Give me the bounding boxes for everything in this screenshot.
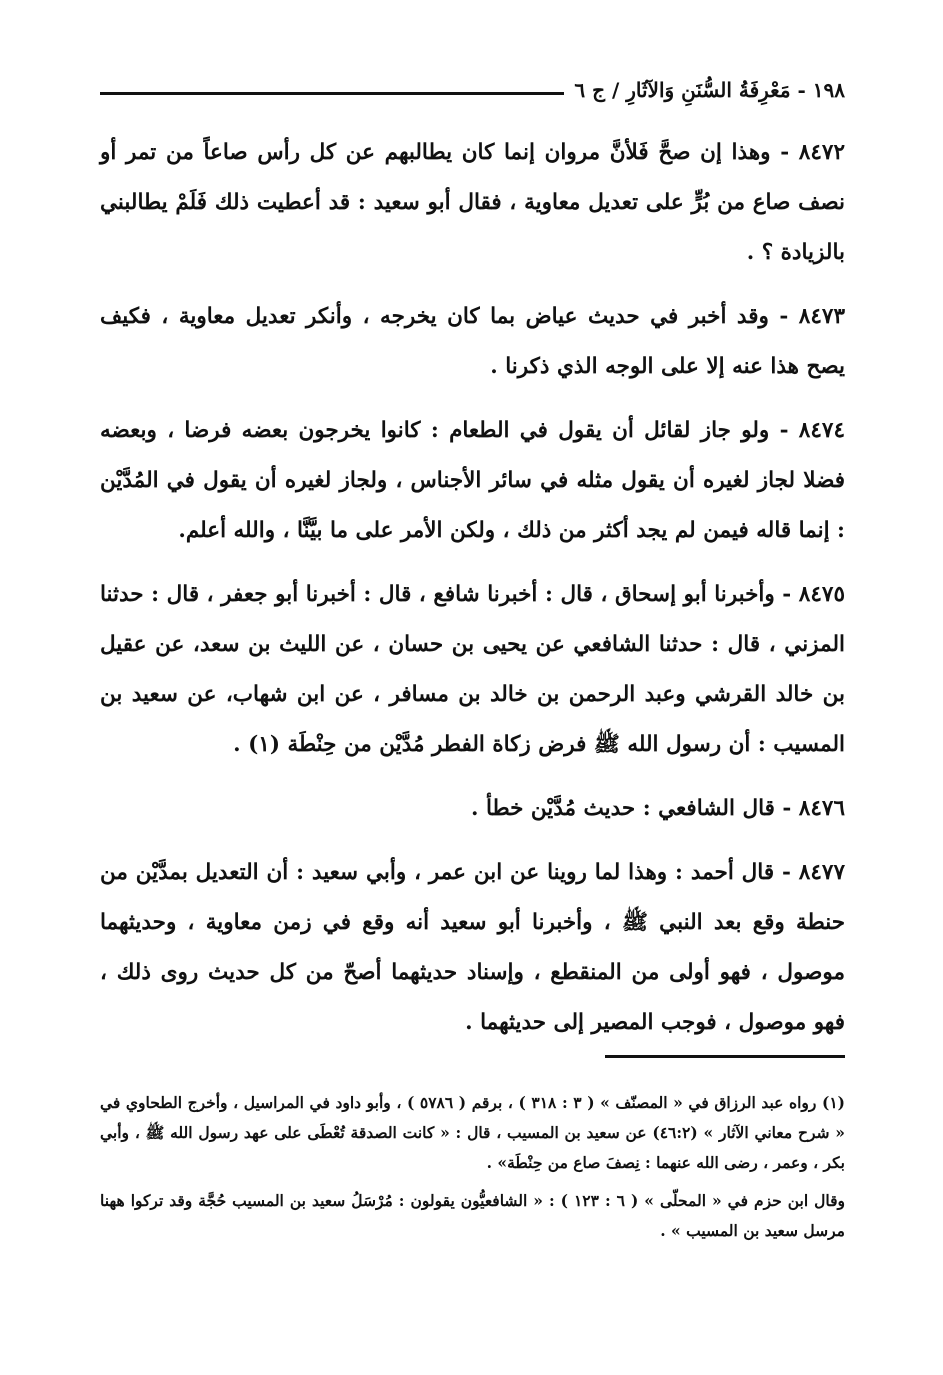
footnotes (100, 1088, 845, 1254)
footnote-2: وقال ابن حزم في « المحلّى » ( ٦ : ١٢٣ ) : « الشافعيُّون يقولون : مُرْسَلُ سعيد بن المسيب حُجَّة وقد تركوا ههنا مرسل سعيد بن المسيب » . (100, 1191, 846, 1240)
footnote-separator (605, 1055, 845, 1058)
paragraph-8473: ٨٤٧٣ - وقد أخبر في حديث عياض بما كان يخرجه ، وأنكر تعديل معاوية ، فكيف يصح هذا عنه إلا على الوجه الذي ذكرنا . (100, 304, 845, 379)
main-text (100, 128, 845, 1062)
running-header (100, 70, 845, 110)
footnote-1: (١) رواه عبد الرزاق في « المصنّف » ( ٣ : ٣١٨ ) ، برقم ( ٥٧٨٦ ) ، وأبو داود في المراسيل ، وأخرج الطحاوي في « شرح معاني الآثار » (٤٦:٢) عن سعيد بن المسيب ، قال : « كانت الصدقة تُعْطَى على عهد رسول الله ﷺ ، وأبي بكر ، وعمر ، رضى الله عنهما : نِصفَ صاع من حِنْطَة» . (100, 1093, 845, 1172)
paragraph-8476: ٨٤٧٦ - قال الشافعي : حديث مُدَّيْن خطأ . (470, 796, 845, 821)
paragraph-8472: ٨٤٧٢ - وهذا إن صحَّ فَلأنَّ مروان إنما كان يطالبهم عن كل رأس صاعاً من تمر أو نصف صاع من بُرٍّ على تعديل معاوية ، فقال أبو سعيد : قد أعطيت ذلك فَلَمْ يطالبني بالزيادة ؟ . (100, 140, 845, 265)
paragraph-8474: ٨٤٧٤ - ولو جاز لقائل أن يقول في الطعام : كانوا يخرجون بعضه فرضا ، وبعضه فضلا لجاز لغيره أن يقول مثله في سائر الأجناس ، ولجاز لغيره أن يقول في المُدَّيْن : إنما قاله فيمن لم يجد أكثر من ذلك ، ولكن الأمر على ما بيَّنَّا ، والله أعلم. (100, 418, 845, 543)
header-title: ١٩٨ - مَعْرِفَةُ السُّنَنِ وَالآثَارِ / ج ٦ (574, 78, 845, 102)
paragraph-8477: ٨٤٧٧ - قال أحمد : وهذا لما روينا عن ابن عمر ، وأبي سعيد : أن التعديل بمدَّيْن من حنطة وقع بعد النبي ﷺ ، وأخبرنا أبو سعيد أنه وقع في زمن معاوية ، وحديثهما موصول ، فهو أولى من المنقطع ، وإسناد حديثهما أصحّ من كل حديث روى ذلك ، فهو موصول ، فوجب المصير إلى حديثهما . (100, 860, 845, 1035)
header-rule (100, 92, 564, 95)
paragraph-8475: ٨٤٧٥ - وأخبرنا أبو إسحاق ، قال : أخبرنا شافع ، قال : أخبرنا أبو جعفر ، قال : حدثنا المزني ، قال : حدثنا الشافعي عن يحيى بن حسان ، عن الليث بن سعد، عن عقيل بن خالد القرشي وعبد الرحمن بن خالد بن مسافر ، عن ابن شهاب، عن سعيد بن المسيب : أن رسول الله ﷺ فرض زكاة الفطر مُدَّيْن من حِنْطَة (١) . (100, 582, 845, 757)
